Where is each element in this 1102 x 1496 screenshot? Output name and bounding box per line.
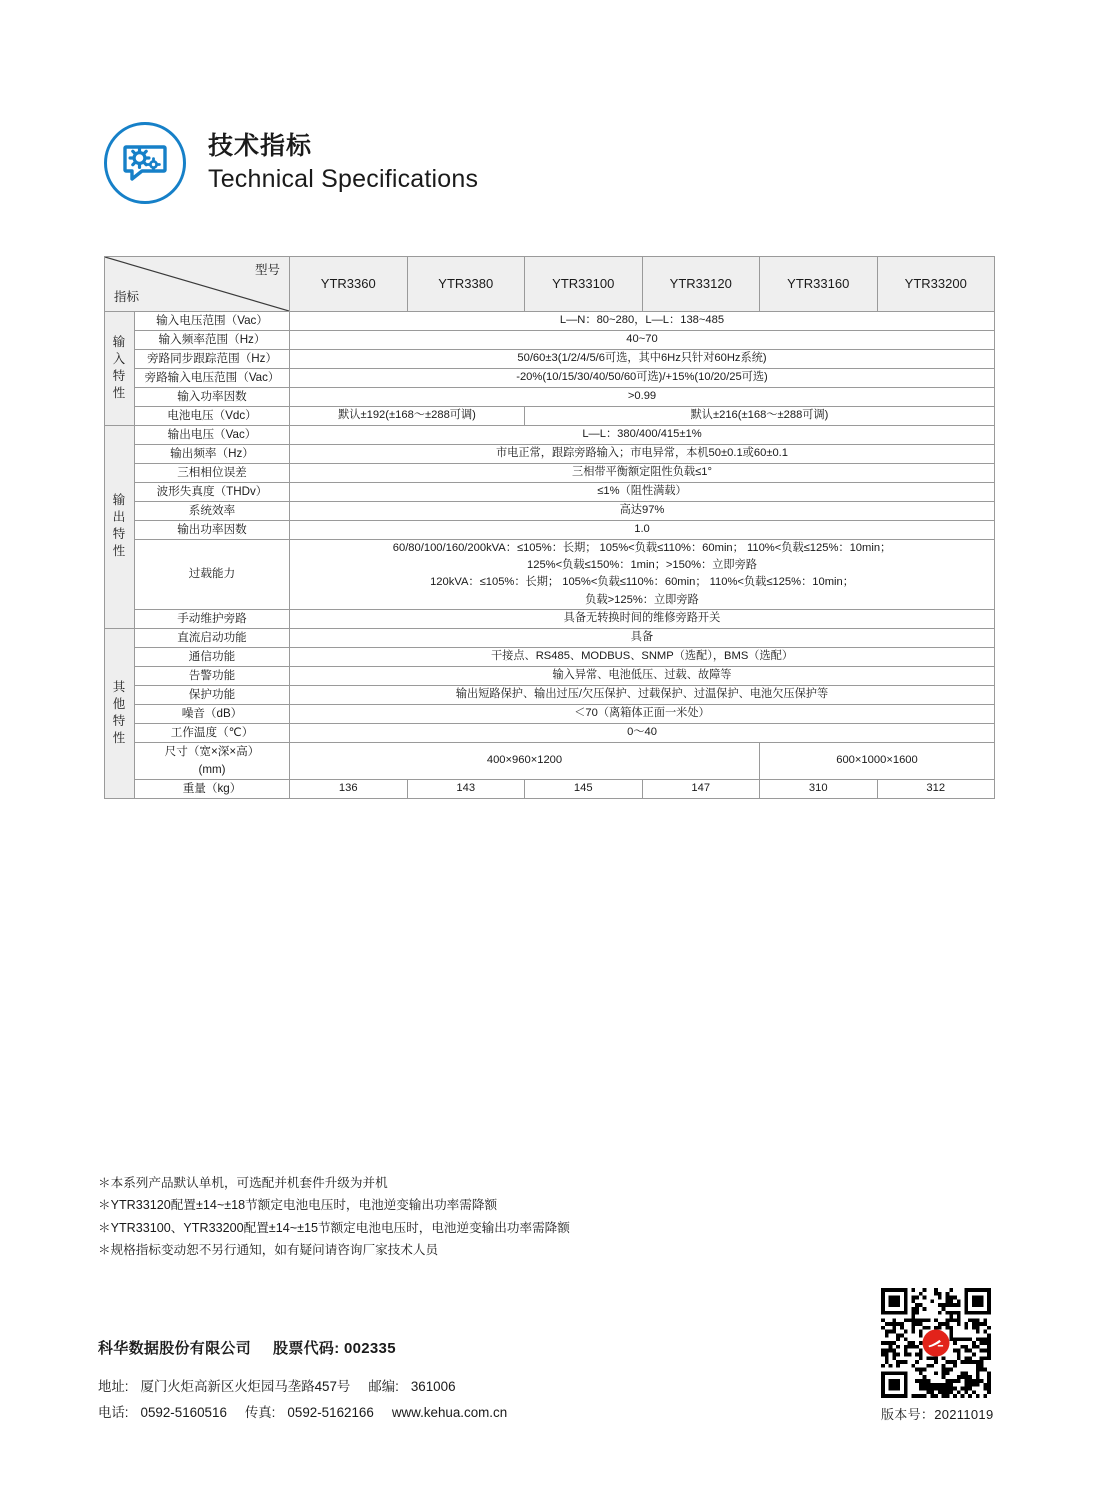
model-column-header: YTR3380	[407, 257, 525, 312]
specifications-table	[104, 256, 995, 799]
value-cell: 145	[525, 779, 643, 798]
row-label: 输入电压范围（Vac）	[135, 312, 290, 331]
row-label: 保护功能	[135, 685, 290, 704]
table-row	[105, 520, 995, 539]
model-column-header: YTR3360	[290, 257, 408, 312]
footnote-item: ＊规格指标变动恕不另行通知，如有疑问请咨询厂家技术人员	[98, 1243, 439, 1258]
settings-chat-icon	[104, 122, 186, 204]
value-cell: 136	[290, 779, 408, 798]
fax-value: 0592-5162166	[287, 1405, 374, 1421]
row-label: 噪音（dB）	[135, 704, 290, 723]
table-row	[105, 406, 995, 425]
value-cell: 143	[407, 779, 525, 798]
footer-company-line	[98, 1337, 396, 1358]
table-row	[105, 425, 995, 444]
address-label: 地址:	[98, 1379, 129, 1394]
row-label: 工作温度（℃）	[135, 723, 290, 742]
group-label-text: 输入特性	[112, 334, 127, 400]
value-cell: L—N：80~280，L—L：138~485	[290, 312, 995, 331]
table-row	[105, 723, 995, 742]
table-row	[105, 779, 995, 798]
phone-value: 0592-5160516	[140, 1405, 227, 1421]
table-row	[105, 463, 995, 482]
row-label: 过载能力	[135, 539, 290, 609]
group-label-2	[105, 629, 135, 799]
table-row	[105, 312, 995, 331]
row-label: 输入频率范围（Hz）	[135, 330, 290, 349]
group-label-1	[105, 425, 135, 628]
value-cell: L—L：380/400/415±1%	[290, 425, 995, 444]
table-row	[105, 610, 995, 629]
value-cell: 默认±216(±168～±288可调)	[525, 406, 995, 425]
table-row	[105, 368, 995, 387]
header-titles	[208, 131, 478, 196]
row-label: 旁路同步跟踪范围（Hz）	[135, 349, 290, 368]
row-label: 直流启动功能	[135, 629, 290, 648]
corner-model-label: 型号	[254, 263, 280, 277]
table-body	[105, 312, 995, 799]
row-label: 输入功率因数	[135, 387, 290, 406]
table-row	[105, 629, 995, 648]
row-label: 告警功能	[135, 666, 290, 685]
row-label: 输出频率（Hz）	[135, 444, 290, 463]
value-cell: 147	[642, 779, 760, 798]
address-value: 厦门火炬高新区火炬园马垄路457号	[140, 1379, 351, 1394]
table-row	[105, 539, 995, 609]
value-cell: 1.0	[290, 520, 995, 539]
model-column-header: YTR33100	[525, 257, 643, 312]
value-cell: 三相带平衡额定阻性负载≤1°	[290, 463, 995, 482]
value-cell: ＜70（离箱体正面一米处）	[290, 704, 995, 723]
model-column-header: YTR33200	[877, 257, 995, 312]
value-cell: 干接点、RS485、MODBUS、SNMP（选配），BMS（选配）	[290, 648, 995, 667]
value-cell: 600×1000×1600	[760, 742, 995, 779]
value-cell: 60/80/100/160/200kVA：≤105%：长期； 105%<负载≤110%：60min； 110%<负载≤125%：10min； 125%<负载≤150%：1min；>150%：立即旁路 120kVA：≤105%：长期； 105%<负载≤110%：60min； 110%<负载≤125%：10min； 负载>125%：立即旁路	[290, 539, 995, 609]
postcode-value: 361006	[410, 1379, 456, 1394]
value-cell: 0～40	[290, 723, 995, 742]
page-header	[104, 122, 478, 204]
table-header-row	[105, 257, 995, 312]
table-header	[105, 257, 995, 312]
value-cell: 市电正常，跟踪旁路输入；市电异常，本机50±0.1或60±0.1	[290, 444, 995, 463]
stock-code: 股票代码: 002335	[273, 1340, 396, 1357]
website-link[interactable]: www.kehua.com.cn	[391, 1405, 508, 1421]
page-title-en: Technical Specifications	[208, 165, 479, 193]
qr-code-block	[881, 1288, 994, 1423]
table-row	[105, 501, 995, 520]
group-label-text: 输出特性	[112, 493, 127, 559]
table-row	[105, 704, 995, 723]
row-label: 系统效率	[135, 501, 290, 520]
fax-label: 传真:	[244, 1405, 276, 1421]
postcode-label: 邮编:	[368, 1379, 399, 1394]
row-label: 重量（kg）	[135, 779, 290, 798]
version-number: 版本号：20211019	[881, 1407, 994, 1422]
qr-code-image[interactable]	[881, 1288, 991, 1398]
value-cell: 具备	[290, 629, 995, 648]
row-label: 旁路输入电压范围（Vac）	[135, 368, 290, 387]
row-label: 输出电压（Vac）	[135, 425, 290, 444]
model-column-header: YTR33120	[642, 257, 760, 312]
footer-phone-line	[98, 1400, 507, 1426]
row-label: 手动维护旁路	[135, 610, 290, 629]
value-cell: 40~70	[290, 330, 995, 349]
value-cell: 输出短路保护、输出过压/欠压保护、过载保护、过温保护、电池欠压保护等	[290, 685, 995, 704]
corner-diagonal-cell	[105, 257, 290, 312]
value-cell: 50/60±3(1/2/4/5/6可选，其中6Hz只针对60Hz系统)	[290, 349, 995, 368]
table-row	[105, 444, 995, 463]
table-row	[105, 330, 995, 349]
table-row	[105, 349, 995, 368]
table-row	[105, 685, 995, 704]
value-cell: 输入异常、电池低压、过载、故障等	[290, 666, 995, 685]
value-cell: 高达97%	[290, 501, 995, 520]
row-label: 波形失真度（THDv）	[135, 482, 290, 501]
value-cell: 默认±192(±168～±288可调)	[290, 406, 525, 425]
page-title-cn: 技术指标	[208, 131, 313, 160]
table-row	[105, 482, 995, 501]
corner-spec-label: 指标	[114, 289, 140, 304]
model-column-header: YTR33160	[760, 257, 878, 312]
group-label-0	[105, 312, 135, 426]
table-row	[105, 648, 995, 667]
company-name: 科华数据股份有限公司	[98, 1340, 252, 1357]
table-row	[105, 666, 995, 685]
value-cell: -20%(10/15/30/40/50/60可选)/+15%(10/20/25可选)	[290, 368, 995, 387]
footnote-item: ＊YTR33120配置±14~±18节额定电池电压时，电池逆变输出功率需降额	[98, 1198, 498, 1213]
table-row	[105, 387, 995, 406]
value-cell: 310	[760, 779, 878, 798]
footnotes	[98, 1172, 570, 1262]
value-cell: >0.99	[290, 387, 995, 406]
value-cell: ≤1%（阻性满载）	[290, 482, 995, 501]
footer-contact-lines	[98, 1374, 507, 1426]
footnote-item: ＊本系列产品默认单机，可选配并机套件升级为并机	[98, 1176, 388, 1190]
qr-center-logo	[923, 1330, 950, 1357]
row-label: 输出功率因数	[135, 520, 290, 539]
row-label: 尺寸（宽×深×高） (mm)	[135, 742, 290, 779]
footer-address-line	[98, 1374, 507, 1400]
table-row	[105, 742, 995, 779]
value-cell: 312	[877, 779, 995, 798]
group-label-text: 其他特性	[112, 679, 127, 745]
row-label: 电池电压（Vdc）	[135, 406, 290, 425]
phone-label: 电话:	[98, 1405, 129, 1421]
value-cell: 400×960×1200	[290, 742, 760, 779]
footnote-item: ＊YTR33100、YTR33200配置±14~±15节额定电池电压时，电池逆变输出功率需降额	[98, 1220, 570, 1235]
row-label: 通信功能	[135, 648, 290, 667]
row-label: 三相相位误差	[135, 463, 290, 482]
value-cell: 具备无转换时间的维修旁路开关	[290, 610, 995, 629]
